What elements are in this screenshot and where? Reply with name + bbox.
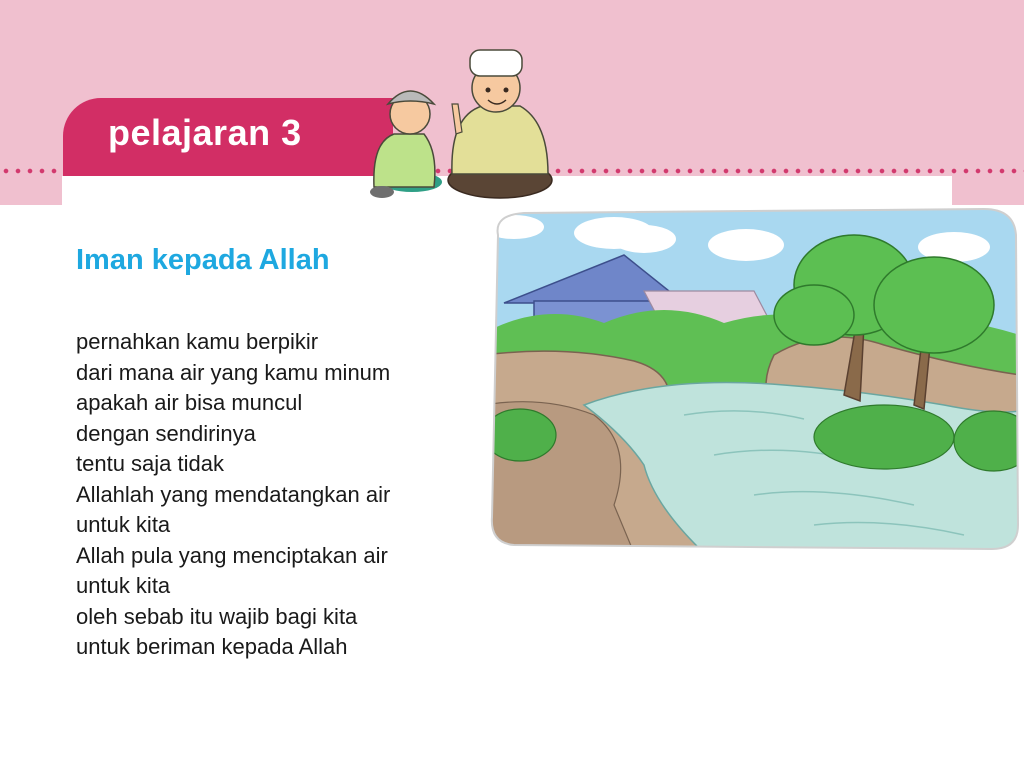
poem-line: oleh sebab itu wajib bagi kita (76, 603, 358, 629)
poem-line: untuk kita (76, 573, 171, 598)
poem-line: untuk beriman kepada Allah (76, 634, 348, 659)
poem-text (76, 327, 390, 663)
poem-line: tentu saja tidak (76, 451, 224, 476)
page-title: Iman kepada Allah (76, 244, 330, 276)
poem-line: dari mana air yang kamu minum (76, 359, 391, 385)
poem-line: untuk kita (76, 512, 171, 537)
poem-line: Allahlah yang mendatangkan air (76, 481, 391, 507)
poem-line: apakah air bisa muncul (76, 390, 303, 415)
lesson-label: pelajaran 3 (108, 112, 302, 153)
poem-line: dengan sendirinya (76, 420, 256, 446)
two-children-illustration (352, 42, 562, 207)
poem-line: Allah pula yang menciptakan air (76, 542, 388, 568)
river-landscape-illustration (484, 205, 1020, 553)
poem-line: pernahkan kamu berpikir (76, 329, 319, 354)
